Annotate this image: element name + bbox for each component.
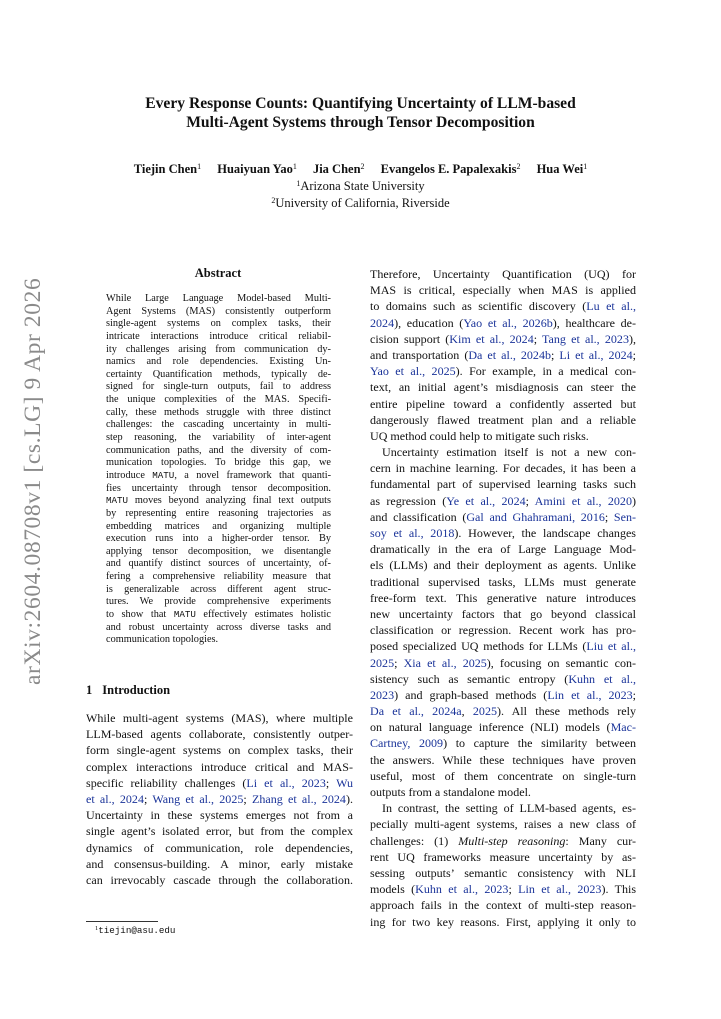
text-line: models (Kuhn et al., 2023; Lin et al., 2023). This — [370, 882, 637, 897]
citation-link[interactable]: Li et al., 2023 — [246, 775, 326, 790]
text-line: 2024), education (Yao et al., 2026b), healthcare de- — [370, 315, 636, 330]
citation-link[interactable]: Xia et al., 2025 — [403, 655, 487, 670]
text-line: sistency such as semantic entropy (Kuhn et al., — [370, 671, 636, 686]
section-title: Introduction — [102, 683, 171, 697]
citation-link[interactable]: Zhang et al., 2024 — [251, 791, 346, 806]
citation-link[interactable]: Tang et al., 2023 — [542, 331, 629, 346]
text-line: dangerously flawed treatment plan and a reliable — [370, 412, 636, 427]
section-number: 1 — [86, 683, 93, 697]
text-line: Agent Systems (MAS) consistently outperform — [106, 305, 331, 317]
footnote-rule — [86, 921, 158, 922]
text-line: can irrevocably cascade through the collaboration. — [86, 872, 353, 887]
text-line: execution runs into a higher-order tensor. By — [106, 533, 331, 545]
text-line: is generalizable across different agent struc- — [106, 583, 331, 595]
citation-link[interactable]: et al., 2024 — [86, 791, 144, 806]
text-line: applying tensor decomposition, we disentangle — [106, 545, 331, 557]
affiliation-2: $^2$University of California, Riverside — [271, 196, 450, 210]
text-line: approach fails in the context of multi-step reason- — [370, 898, 636, 913]
text-line: single agent’s isolated error, but from the complex — [86, 824, 353, 839]
affiliation-1: $^1$Arizona State University — [296, 179, 425, 193]
text-line: MATU moves beyond analyzing final text outputs — [106, 495, 331, 507]
text-line: UQ method could help to mitigate such risks. — [370, 428, 589, 443]
text-line: MAS is critical, especially when MAS is applied — [370, 283, 636, 298]
citation-link[interactable]: Wang et al., 2025 — [152, 791, 244, 806]
text-line: pecially multi-agent systems, raises a new class of — [370, 817, 636, 832]
text-line: et al., 2024; Wang et al., 2025; Zhang et al., 2024). — [86, 791, 353, 806]
citation-link[interactable]: 2023 — [370, 687, 395, 702]
text-line: sessing outputs’ semantic consistency with NLI — [370, 865, 636, 880]
code-text: MATU — [173, 609, 196, 621]
text-line: Da et al., 2024a, 2025). All these methods rely — [370, 704, 637, 719]
author: Jia Chen$^2$ — [312, 162, 365, 176]
text-line: posed specialized UQ methods for LLMs (Liu et al., — [370, 639, 636, 654]
text-line: and transportation (Da et al., 2024b; Li et al., 2024; — [370, 347, 637, 362]
section-heading — [86, 683, 170, 698]
text-line: dynamics of communication, role dependencies, — [86, 840, 353, 855]
text-line: to domains such as scientific discovery (Lu et al., — [370, 299, 636, 314]
citation-link[interactable]: Sen- — [613, 509, 637, 524]
text-line: complex interactions introduce critical and MAS- — [86, 759, 353, 774]
code-text: MATU — [152, 469, 175, 481]
text-line: ing for two key reasons. First, applying it only to — [370, 914, 636, 929]
text-line: introduce MATU, a novel framework that quanti- — [106, 469, 331, 481]
text-line: and consensus-building. A minor, early mistake — [86, 856, 353, 871]
text-line: specific reliability challenges (Li et al., 2023; Wu — [86, 775, 353, 790]
text-line: namics and role dependencies. Existing Un- — [106, 356, 331, 368]
text-line: to show that MATU effectively estimates holistic — [106, 609, 331, 621]
text-line: 2025; Xia et al., 2025), focusing on semantic con- — [370, 655, 637, 670]
text-line: Yao et al., 2025). For example, in a medical con- — [370, 364, 636, 379]
text-line: traditional supervised tasks, LLMs must generate — [370, 574, 636, 589]
text-line: challenges: the cascading uncertainty in multi- — [106, 419, 331, 431]
author: Hua Wei$^1$ — [536, 162, 588, 176]
text-line: Uncertainty in these systems emerges not from a — [86, 808, 353, 823]
citation-link[interactable]: Kuhn et al., — [568, 671, 636, 686]
text-line: intricate interactions introduce critical reliabil- — [106, 330, 331, 342]
text-line: step reasoning, the variability of inter-agent — [106, 432, 331, 444]
text-line: the unique complexities of the MAS. Specifi- — [106, 394, 331, 406]
text-line: text, an initial agent’s misdiagnosis can steer the — [370, 380, 636, 395]
text-line: munication topologies. To bridge this gap, we — [106, 457, 331, 469]
text-line: ity challenges arising from communication dy- — [106, 343, 331, 355]
code-text: MATU — [106, 495, 129, 507]
text-line: Therefore, Uncertainty Quantification (UQ) for — [370, 267, 636, 281]
citation-link[interactable]: Lin et al., 2023 — [518, 882, 602, 897]
author: Tiejin Chen$^1$ — [133, 162, 202, 176]
text-line: outputs from a standalone model. — [370, 785, 531, 799]
text-line: embedding matrices and organizing multiple — [106, 520, 331, 532]
text-line: classification or regression. Recent work has pro- — [370, 623, 636, 638]
text-line: cision support (Kim et al., 2024; Tang et al., 2023), — [370, 331, 636, 346]
citation-link[interactable]: Yao et al., 2026b — [463, 315, 553, 330]
italic-text: Multi-step reasoning — [458, 833, 566, 848]
citation-link[interactable]: Cartney, 2009 — [370, 736, 444, 751]
author: Huaiyuan Yao$^1$ — [217, 162, 297, 176]
author: Evangelos E. Papalexakis$^2$ — [380, 162, 521, 176]
citation-link[interactable]: 2025 — [370, 655, 395, 670]
paper-title — [0, 94, 721, 132]
citation-link[interactable]: Li et al., 2024 — [559, 347, 633, 362]
text-line: challenges: (1) Multi-step reasoning: Many cur- — [370, 833, 636, 848]
citation-link[interactable]: Ye et al., 2024 — [446, 493, 526, 508]
right-column-text — [370, 266, 636, 930]
text-line: tures. We provide comprehensive experiments — [106, 596, 331, 608]
text-line: els (LLMs) and their deployment as agents. Unlike — [370, 558, 636, 573]
citation-link[interactable]: Gal and Ghahramani, 2016 — [466, 509, 605, 524]
citation-link[interactable]: Kim et al., 2024 — [449, 331, 534, 346]
citation-link[interactable]: Lin et al., 2023 — [547, 687, 633, 702]
citation-link[interactable]: 2024 — [370, 315, 395, 330]
text-line: free-form text. This generative nature introduces — [370, 590, 636, 605]
citation-link[interactable]: 2025 — [472, 704, 497, 719]
citation-link[interactable]: Lu et al., — [586, 299, 636, 314]
text-line: certainty Quantification methods, typically de- — [106, 368, 331, 380]
text-line: form single-agent systems on complex tasks, their — [86, 743, 353, 758]
text-line: LLM-based agents collaborate, consistently outper- — [86, 727, 353, 742]
citation-link[interactable]: Wu — [336, 775, 353, 790]
text-line: communication topologies. — [106, 634, 219, 646]
text-line: In contrast, the setting of LLM-based agents, es- — [382, 801, 636, 816]
text-line: dramatically in the era of Large Language Mod- — [370, 542, 636, 557]
left-column-text — [86, 710, 353, 888]
paper-title-line-2: Multi-Agent Systems through Tensor Decomposition — [186, 114, 535, 131]
text-line: useful, most of them concentrate on single-turn — [370, 768, 636, 783]
text-line: Uncertainty estimation itself is not a new con- — [382, 445, 636, 460]
text-line: communication paths, and the diversity of com- — [106, 444, 331, 456]
text-line: fering a comprehensive reliability measure that — [106, 571, 331, 583]
abstract-body — [106, 293, 331, 647]
abstract-heading: Abstract — [194, 266, 242, 280]
text-line: and classification (Gal and Ghahramani, 2016; Sen- — [370, 509, 637, 524]
text-line: and robust uncertainty across diverse tasks and — [106, 621, 331, 633]
text-line: cally, these methods struggle with three distinct — [106, 406, 331, 418]
text-line: 2023) and graph-based methods (Lin et al., 2023; — [370, 687, 636, 702]
citation-link[interactable]: Mac- — [610, 720, 636, 735]
text-line: new uncertainty factors that go beyond classical — [370, 606, 636, 621]
citation-link[interactable]: Liu et al., — [586, 639, 636, 654]
text-line: single-agent systems on complex tasks, their — [106, 318, 331, 330]
text-line: signed for single-turn outputs, fail to address — [106, 381, 331, 393]
citation-link[interactable]: Kuhn et al., 2023 — [415, 882, 509, 897]
text-line: rent UQ frameworks measure uncertainty by as- — [370, 849, 636, 864]
citation-link[interactable]: Yao et al., 2025 — [370, 364, 456, 379]
text-line: and quantify distinct sources of uncertainty, of- — [106, 558, 331, 570]
text-line: fies uncertainty through tensor decomposition. — [106, 482, 331, 494]
text-line: the answers. While these techniques have proven — [370, 752, 636, 767]
text-line: cern in machine learning. For decades, it has been a — [370, 461, 636, 476]
citation-link[interactable]: Da et al., 2024b — [468, 347, 551, 362]
text-line: on natural language inference (NLI) models (Mac- — [370, 720, 636, 735]
citation-link[interactable]: Da et al., 2024a — [370, 704, 462, 719]
author-list — [0, 162, 721, 177]
text-line: as regression (Ye et al., 2024; Amini et al., 2020) — [370, 493, 636, 508]
text-line: by representing entire reasoning trajectories as — [106, 507, 331, 519]
citation-link[interactable]: soy et al., 2018 — [370, 526, 455, 540]
arxiv-identifier-stamp: arXiv:2604.08708v1 [cs.LG] 9 Apr 2026 — [20, 277, 46, 685]
text-line: entire pipeline toward a confidently asserted but — [370, 396, 636, 411]
text-line: soy et al., 2018). However, the landscape changes — [370, 526, 636, 540]
citation-link[interactable]: Amini et al., 2020 — [534, 493, 632, 508]
paper-title-line-1: Every Response Counts: Quantifying Uncertainty of LLM-based — [145, 95, 576, 112]
text-line: fundamental part of supervised learning tasks such — [370, 477, 636, 492]
text-line: While Large Language Model-based Multi- — [106, 293, 331, 304]
footnote: $^1$tiejin@asu.edu — [95, 925, 176, 936]
text-line: Cartney, 2009) to capture the similarity between — [370, 736, 636, 751]
text-line: While multi-agent systems (MAS), where multiple — [86, 711, 353, 725]
